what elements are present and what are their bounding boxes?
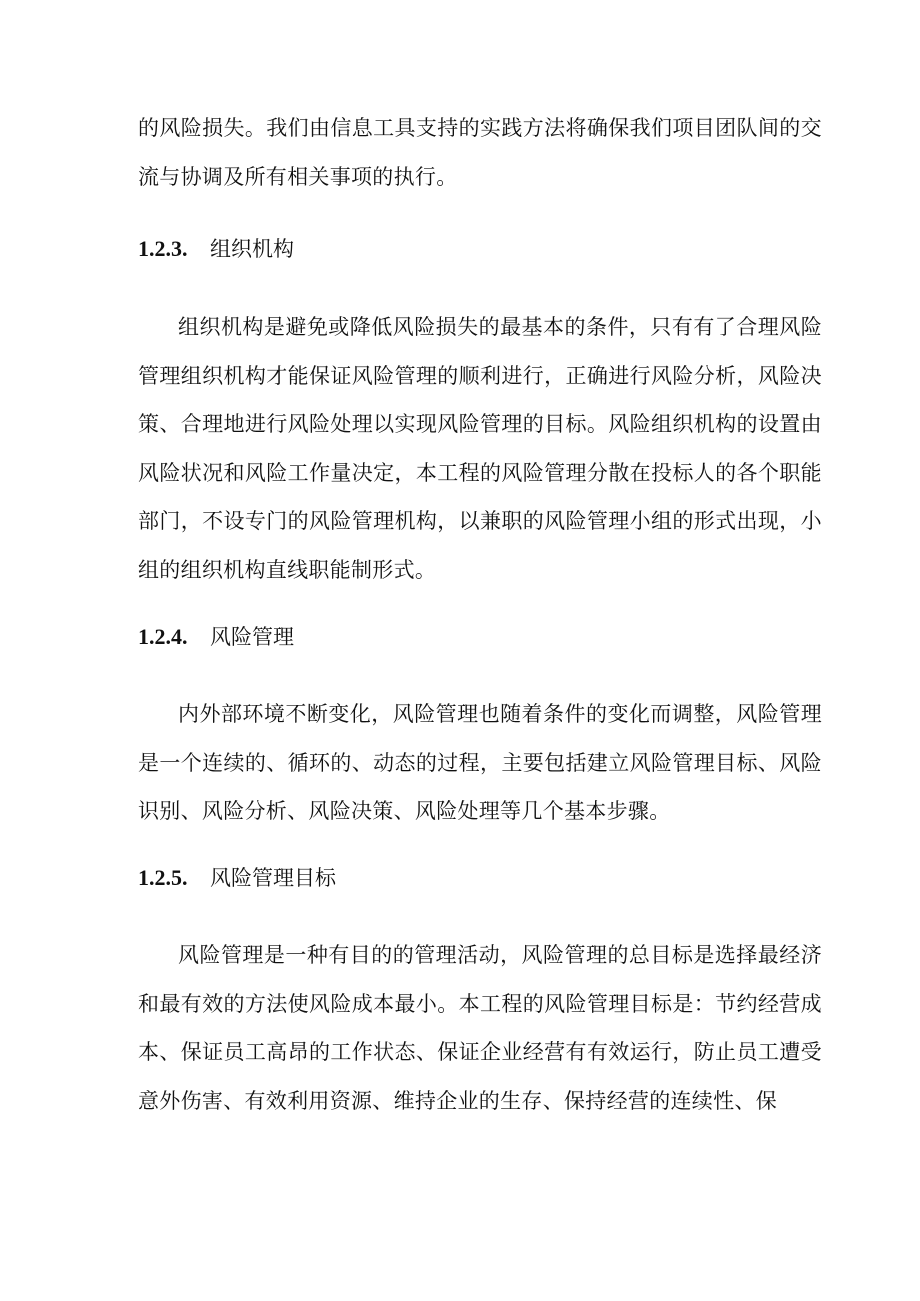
paragraph-risk-management: 内外部环境不断变化，风险管理也随着条件的变化而调整，风险管理是一个连续的、循环的、动态的过程，主要包括建立风险管理目标、风险识别、风险分析、风险决策、风险处理等几个基本步骤。: [138, 702, 822, 823]
section-number: 1.2.4.: [138, 624, 188, 649]
section-title: 风险管理: [210, 625, 294, 649]
paragraph-continuation: 的风险损失。我们由信息工具支持的实践方法将确保我们项目团队间的交流与协调及所有相关事项的执行。: [138, 116, 822, 189]
section-title: 风险管理目标: [210, 866, 336, 890]
paragraph-organization: 组织机构是避免或降低风险损失的最基本的条件，只有有了合理风险管理组织机构才能保证风险管理的顺利进行，正确进行风险分析，风险决策、合理地进行风险处理以实现风险管理的目标。风险组织机构的设置由风险状况和风险工作量决定，本工程的风险管理分散在投标人的各个职能部门，不设专门的风险管理机构，以兼职的风险管理小组的形式出现，小组的组织机构直线职能制形式。: [138, 315, 822, 582]
section-heading-1-2-3: [138, 234, 294, 264]
section-number: 1.2.5.: [138, 865, 188, 890]
section-heading-1-2-4: [138, 622, 294, 652]
section-heading-1-2-5: [138, 863, 336, 893]
paragraph-risk-objectives: 风险管理是一种有目的的管理活动，风险管理的总目标是选择最经济和最有效的方法使风险成本最小。本工程的风险管理目标是：节约经营成本、保证员工高昂的工作状态、保证企业经营有有效运行，防止员工遭受意外伤害、有效利用资源、维持企业的生存、保持经营的连续性、保: [138, 943, 822, 1113]
section-title: 组织机构: [210, 237, 294, 261]
section-number: 1.2.3.: [138, 236, 188, 261]
